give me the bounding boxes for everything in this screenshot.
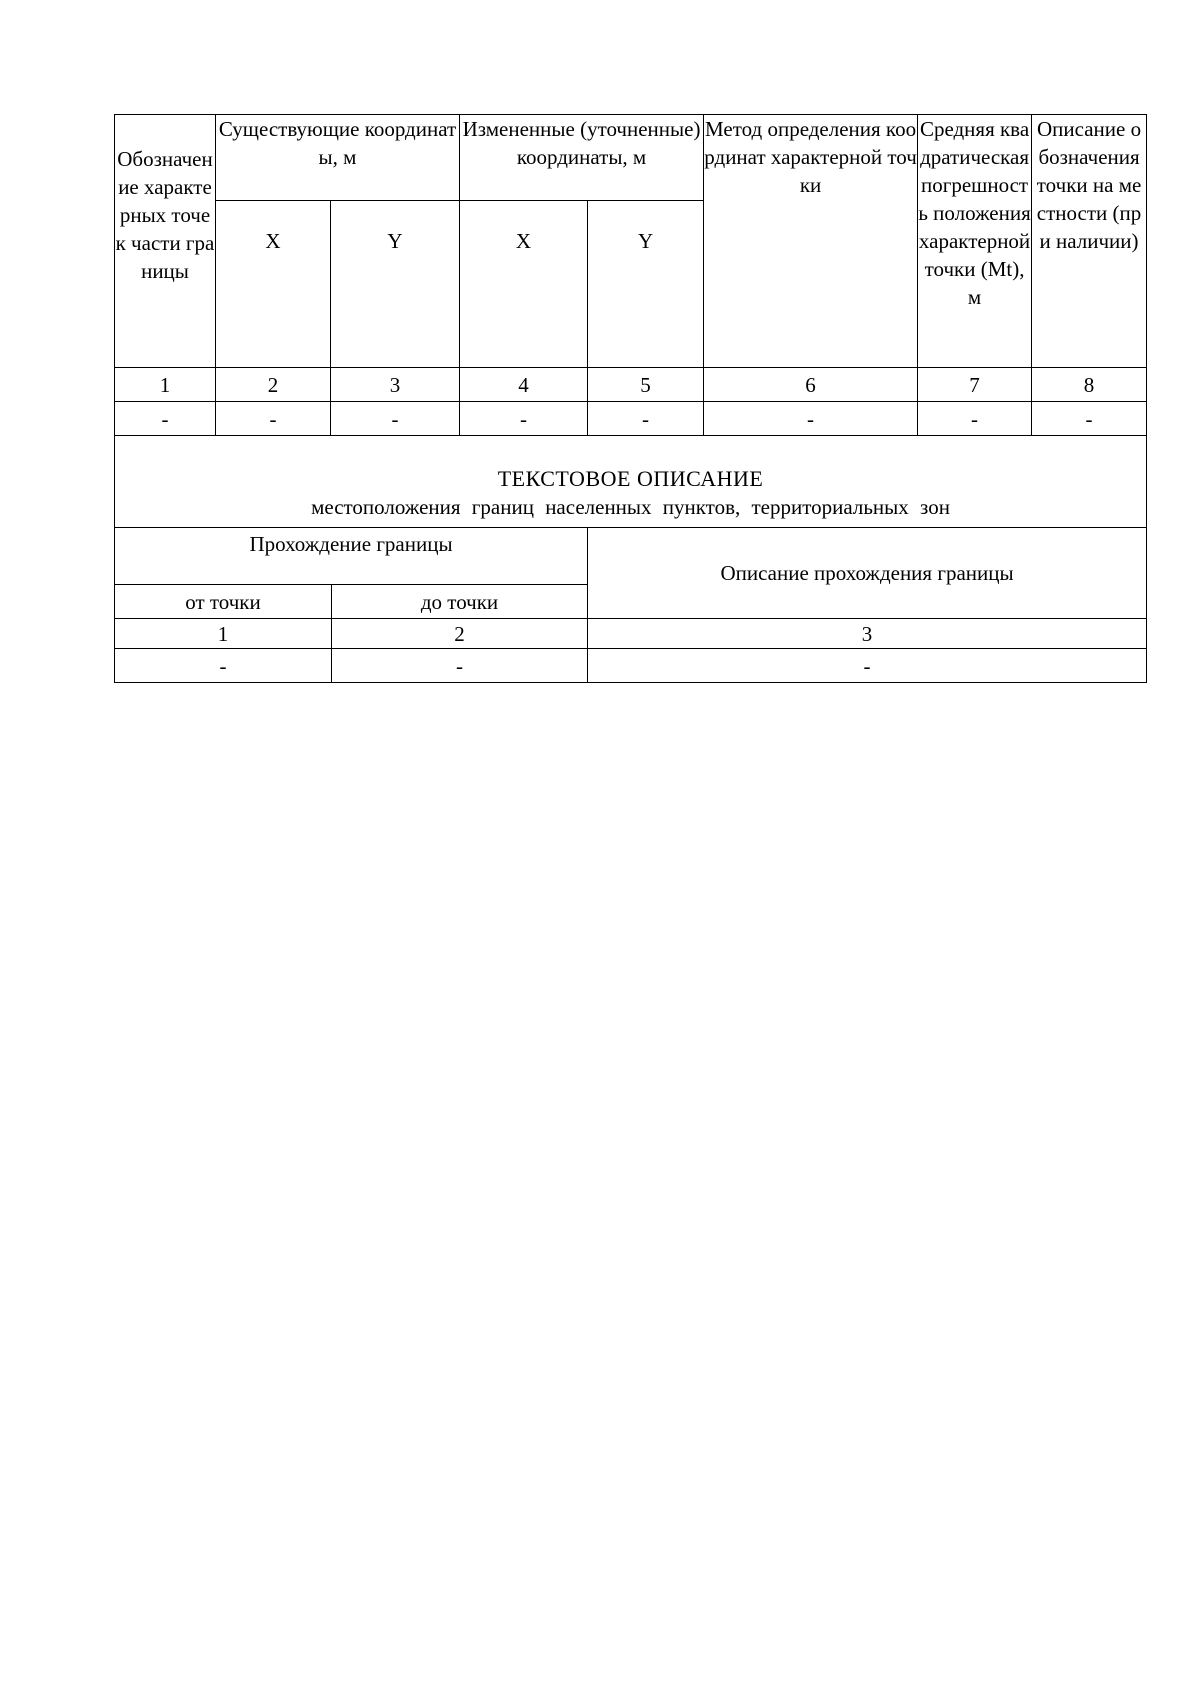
column-number: 1 [115,368,216,402]
table-cell: - [331,402,460,436]
column-number: 3 [588,619,1147,649]
table-cell: - [1032,402,1147,436]
column-number-row [115,368,1147,402]
header-boundary-passage: Прохождение границы [115,528,588,585]
section-title: ТЕКСТОВОЕ ОПИСАНИЕ [497,466,764,491]
column-number: 7 [918,368,1032,402]
header-to-point: до точки [332,585,588,619]
table-cell: - [115,402,216,436]
table-cell: - [216,402,331,436]
header-existing-y: Y [331,201,460,368]
header-changed-coordinates: Измененные (уточненные) координаты, м [460,115,704,201]
table-row [115,649,1147,683]
section-subtitle: местоположения границ населенных пунктов, территориальных зон [311,495,950,519]
header-mean-square-error: Средняя квадратическая погрешность положения характерной точки (Mt), м [918,115,1032,368]
column-number-row [115,619,1147,649]
table-cell: - [588,402,704,436]
header-changed-y: Y [588,201,704,368]
header-from-point: от точки [115,585,332,619]
header-existing-coordinates: Существующие координаты, м [216,115,460,201]
column-number: 1 [115,619,332,649]
boundary-coordinates-table [114,114,1147,683]
table-cell: - [918,402,1032,436]
table-cell: - [332,649,588,683]
header-point-description: Описание обозначения точки на местности (при наличии) [1032,115,1147,368]
column-number: 2 [216,368,331,402]
header-existing-x: X [216,201,331,368]
header-changed-x: X [460,201,588,368]
column-number: 5 [588,368,704,402]
header-boundary-description: Описание прохождения границы [588,528,1147,619]
table-cell: - [704,402,918,436]
table-cell: - [115,649,332,683]
text-description-section [115,436,1147,528]
table-cell: - [460,402,588,436]
column-number: 2 [332,619,588,649]
column-number: 4 [460,368,588,402]
column-number: 8 [1032,368,1147,402]
header-point-designation: Обозначение характерных точек части границы [115,115,216,368]
column-number: 6 [704,368,918,402]
column-number: 3 [331,368,460,402]
table-row [115,402,1147,436]
table-cell: - [588,649,1147,683]
header-method: Метод определения координат характерной точки [704,115,918,368]
